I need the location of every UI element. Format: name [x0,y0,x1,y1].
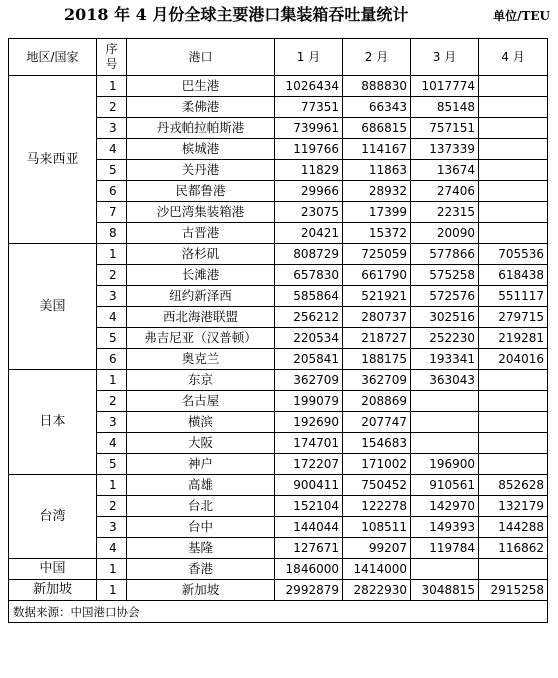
header-month-2: 2 月 [343,39,411,76]
month-3-cell: 196900 [411,454,479,475]
month-4-cell: 551117 [479,286,548,307]
month-4-cell: 2915258 [479,580,548,601]
month-3-cell [411,559,479,580]
source-row [9,601,548,623]
table-row [9,370,548,391]
month-4-cell [479,370,548,391]
month-3-cell: 193341 [411,349,479,370]
month-4-cell [479,139,548,160]
month-3-cell: 142970 [411,496,479,517]
port-cell: 名古屋 [127,391,275,412]
index-cell: 8 [97,223,127,244]
month-2-cell: 108511 [343,517,411,538]
index-cell: 2 [97,391,127,412]
port-throughput-table [8,38,548,623]
month-3-cell: 85148 [411,97,479,118]
month-2-cell: 661790 [343,265,411,286]
month-3-cell: 577866 [411,244,479,265]
month-1-cell: 585864 [275,286,343,307]
month-2-cell: 171002 [343,454,411,475]
month-2-cell: 66343 [343,97,411,118]
month-3-cell [411,433,479,454]
month-4-cell: 144288 [479,517,548,538]
month-1-cell: 1026434 [275,76,343,97]
month-1-cell: 2992879 [275,580,343,601]
month-4-cell [479,76,548,97]
month-1-cell: 808729 [275,244,343,265]
month-4-cell [479,97,548,118]
month-2-cell: 725059 [343,244,411,265]
index-cell: 3 [97,118,127,139]
table-row [9,76,548,97]
region-cell: 马来西亚 [9,76,97,244]
month-4-cell: 219281 [479,328,548,349]
month-3-cell: 3048815 [411,580,479,601]
month-3-cell: 137339 [411,139,479,160]
region-cell: 新加坡 [9,580,97,601]
month-4-cell: 279715 [479,307,548,328]
header-index-text: 序号 [105,42,118,71]
month-3-cell: 1017774 [411,76,479,97]
month-2-cell: 114167 [343,139,411,160]
header-region: 地区/国家 [9,39,97,76]
port-cell: 高雄 [127,475,275,496]
month-4-cell: 116862 [479,538,548,559]
port-cell: 槟城港 [127,139,275,160]
month-3-cell: 363043 [411,370,479,391]
month-4-cell: 132179 [479,496,548,517]
month-2-cell: 218727 [343,328,411,349]
source-note: 数据来源：中国港口协会 [9,601,548,623]
index-cell: 2 [97,496,127,517]
index-cell: 5 [97,160,127,181]
month-1-cell: 20421 [275,223,343,244]
month-3-cell: 572576 [411,286,479,307]
month-3-cell: 757151 [411,118,479,139]
month-2-cell: 122278 [343,496,411,517]
index-cell: 3 [97,517,127,538]
index-cell: 1 [97,370,127,391]
port-cell: 大阪 [127,433,275,454]
index-cell: 1 [97,475,127,496]
region-cell: 日本 [9,370,97,475]
port-cell: 纽约新泽西 [127,286,275,307]
port-cell: 洛杉矶 [127,244,275,265]
month-2-cell: 2822930 [343,580,411,601]
month-1-cell: 362709 [275,370,343,391]
month-1-cell: 256212 [275,307,343,328]
month-1-cell: 657830 [275,265,343,286]
table-row [9,559,548,580]
table-row [9,580,548,601]
month-4-cell [479,559,548,580]
table-body [9,76,548,623]
month-2-cell: 17399 [343,202,411,223]
table-row [9,475,548,496]
month-3-cell [411,391,479,412]
region-cell: 中国 [9,559,97,580]
month-2-cell: 154683 [343,433,411,454]
month-1-cell: 205841 [275,349,343,370]
month-1-cell: 172207 [275,454,343,475]
month-4-cell [479,454,548,475]
month-3-cell: 302516 [411,307,479,328]
month-3-cell: 20090 [411,223,479,244]
index-cell: 6 [97,181,127,202]
index-cell: 3 [97,286,127,307]
month-1-cell: 119766 [275,139,343,160]
month-1-cell: 1846000 [275,559,343,580]
month-3-cell: 149393 [411,517,479,538]
index-cell: 7 [97,202,127,223]
port-cell: 民都鲁港 [127,181,275,202]
index-cell: 1 [97,580,127,601]
port-cell: 东京 [127,370,275,391]
month-1-cell: 739961 [275,118,343,139]
month-4-cell [479,223,548,244]
month-4-cell: 852628 [479,475,548,496]
table-row [9,244,548,265]
index-cell: 4 [97,433,127,454]
month-4-cell: 204016 [479,349,548,370]
month-2-cell: 686815 [343,118,411,139]
month-4-cell [479,433,548,454]
index-cell: 4 [97,307,127,328]
month-2-cell: 208869 [343,391,411,412]
header-month-1: 1 月 [275,39,343,76]
month-1-cell: 220534 [275,328,343,349]
index-cell: 1 [97,76,127,97]
month-3-cell: 910561 [411,475,479,496]
index-cell: 4 [97,538,127,559]
month-1-cell: 127671 [275,538,343,559]
month-4-cell [479,160,548,181]
port-cell: 台中 [127,517,275,538]
month-3-cell: 575258 [411,265,479,286]
port-cell: 古晋港 [127,223,275,244]
port-cell: 新加坡 [127,580,275,601]
header-index [97,39,127,76]
title-bar [0,4,558,26]
port-cell: 沙巴湾集装箱港 [127,202,275,223]
region-cell: 美国 [9,244,97,370]
month-1-cell: 77351 [275,97,343,118]
index-cell: 5 [97,328,127,349]
port-cell: 巴生港 [127,76,275,97]
month-3-cell: 252230 [411,328,479,349]
month-2-cell: 11863 [343,160,411,181]
index-cell: 5 [97,454,127,475]
port-cell: 奥克兰 [127,349,275,370]
month-1-cell: 174701 [275,433,343,454]
month-2-cell: 1414000 [343,559,411,580]
region-cell: 台湾 [9,475,97,559]
port-cell: 香港 [127,559,275,580]
index-cell: 1 [97,559,127,580]
month-2-cell: 207747 [343,412,411,433]
month-2-cell: 362709 [343,370,411,391]
month-3-cell: 27406 [411,181,479,202]
month-4-cell [479,118,548,139]
month-2-cell: 188175 [343,349,411,370]
month-1-cell: 29966 [275,181,343,202]
index-cell: 3 [97,412,127,433]
month-2-cell: 521921 [343,286,411,307]
month-3-cell [411,412,479,433]
month-4-cell [479,412,548,433]
month-4-cell [479,181,548,202]
month-1-cell: 199079 [275,391,343,412]
index-cell: 1 [97,244,127,265]
month-2-cell: 28932 [343,181,411,202]
month-3-cell: 13674 [411,160,479,181]
month-2-cell: 280737 [343,307,411,328]
month-1-cell: 11829 [275,160,343,181]
month-1-cell: 900411 [275,475,343,496]
port-cell: 丹戎帕拉帕斯港 [127,118,275,139]
port-cell: 弗吉尼亚（汉普顿） [127,328,275,349]
header-port: 港口 [127,39,275,76]
month-4-cell [479,391,548,412]
port-cell: 西北海港联盟 [127,307,275,328]
header-row [9,39,548,76]
month-1-cell: 192690 [275,412,343,433]
month-1-cell: 152104 [275,496,343,517]
month-3-cell: 22315 [411,202,479,223]
index-cell: 4 [97,139,127,160]
month-4-cell: 618438 [479,265,548,286]
header-month-3: 3 月 [411,39,479,76]
port-cell: 长滩港 [127,265,275,286]
month-1-cell: 23075 [275,202,343,223]
month-2-cell: 99207 [343,538,411,559]
page-title: 2018 年 4 月份全球主要港口集装箱吞吐量统计 [64,5,409,24]
index-cell: 6 [97,349,127,370]
index-cell: 2 [97,97,127,118]
month-2-cell: 15372 [343,223,411,244]
month-2-cell: 750452 [343,475,411,496]
port-cell: 关丹港 [127,160,275,181]
port-cell: 台北 [127,496,275,517]
port-cell: 横滨 [127,412,275,433]
port-cell: 基隆 [127,538,275,559]
month-4-cell: 705536 [479,244,548,265]
index-cell: 2 [97,265,127,286]
month-3-cell: 119784 [411,538,479,559]
month-2-cell: 888830 [343,76,411,97]
month-4-cell [479,202,548,223]
unit-label: 单位/TEU [493,9,550,23]
port-cell: 神户 [127,454,275,475]
month-1-cell: 144044 [275,517,343,538]
header-month-4: 4 月 [479,39,548,76]
port-cell: 柔佛港 [127,97,275,118]
